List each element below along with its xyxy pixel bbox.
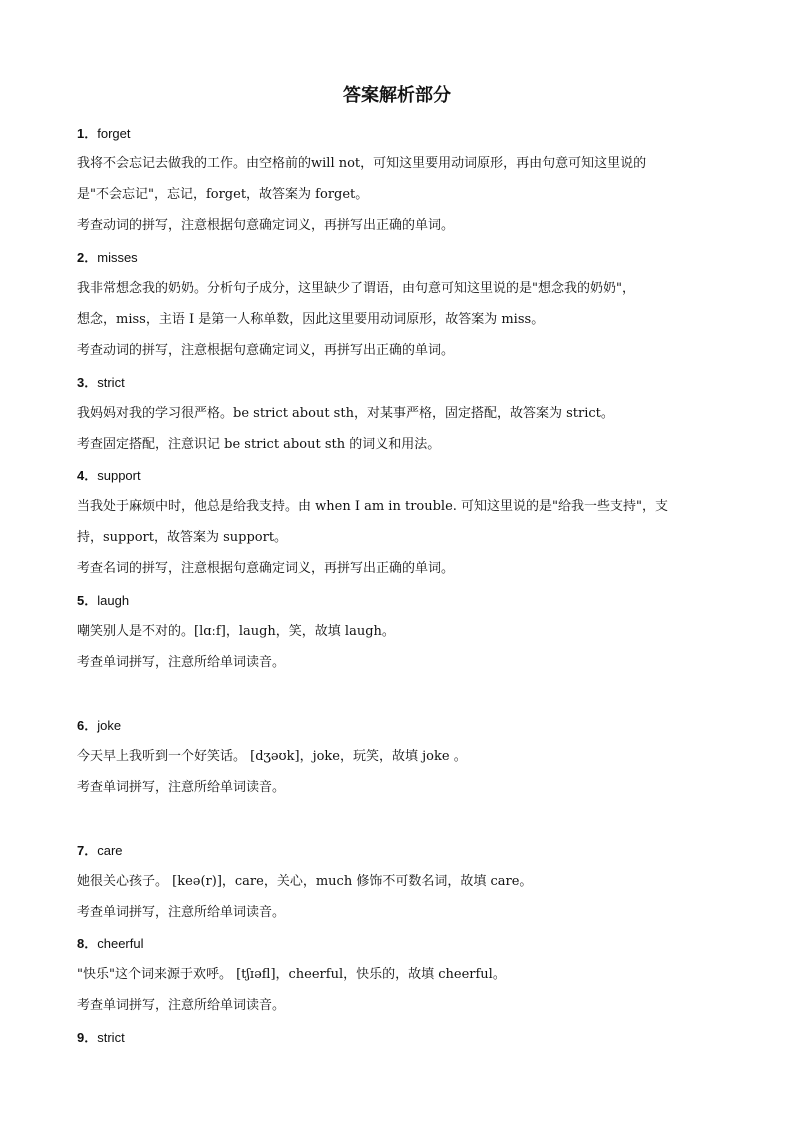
item-2-header <box>77 249 727 268</box>
item-number: 6． <box>77 718 98 733</box>
explanation-line: 我将不会忘记去做我的工作。由空格前的will not，可知这里要用动词原形，再由句意可知这里说的 <box>77 156 647 171</box>
explanation-line: 考查单词拼写，注意所给单词读音。 <box>77 655 286 670</box>
explanation-line: 考查动词的拼写，注意根据句意确定词义，再拼写出正确的单词。 <box>77 218 455 233</box>
item-number: 3． <box>77 375 98 390</box>
item-number: 8． <box>77 936 98 951</box>
item-number: 4． <box>77 468 98 483</box>
item-number: 5． <box>77 593 98 608</box>
explanation-line: 我非常想念我的奶奶。分析句子成分，这里缺少了谓语，由句意可知这里说的是"想念我的奶奶"， <box>77 281 635 296</box>
item-number: 9． <box>77 1030 98 1045</box>
item-3-header <box>77 374 727 393</box>
item-answer: strict <box>97 375 125 390</box>
item-answer: support <box>97 468 141 483</box>
item-6-header <box>77 717 727 736</box>
item-answer: strict <box>97 1030 125 1045</box>
explanation-line: 考查单词拼写，注意所给单词读音。 <box>77 780 286 795</box>
explanation-line: 想念，miss，主语 I 是第一人称单数，因此这里要用动词原形，故答案为 miss。 <box>77 312 545 327</box>
item-5-header <box>77 592 727 611</box>
item-answer: misses <box>97 250 138 265</box>
explanation-line: 考查名词的拼写，注意根据句意确定词义，再拼写出正确的单词。 <box>77 561 455 576</box>
item-number: 7． <box>77 843 98 858</box>
explanation-line: 持，support，故答案为 support。 <box>77 530 288 545</box>
page-title: 答案解析部分 <box>343 85 451 106</box>
explanation-line: 是"不会忘记"，忘记，forget，故答案为 forget。 <box>77 187 369 202</box>
explanation-line: "快乐"这个词来源于欢呼。 [tʃɪəfl]，cheerful，快乐的，故填 cheerful。 <box>77 967 506 982</box>
item-number: 2． <box>77 250 98 265</box>
explanation-line: 考查单词拼写，注意所给单词读音。 <box>77 905 286 920</box>
explanation-line: 考查固定搭配，注意识记 be strict about sth 的词义和用法。 <box>77 437 441 452</box>
item-4-header <box>77 467 727 486</box>
item-1-header <box>77 125 727 144</box>
item-answer: forget <box>97 126 131 141</box>
item-9-header <box>77 1029 727 1048</box>
item-answer: laugh <box>97 593 130 608</box>
explanation-line: 当我处于麻烦中时，他总是给我支持。由 when I am in trouble. 可知这里说的是"给我一些支持"，支 <box>77 499 669 514</box>
explanation-line: 考查动词的拼写，注意根据句意确定词义，再拼写出正确的单词。 <box>77 343 455 358</box>
explanation-line: 我妈妈对我的学习很严格。be strict about sth，对某事严格，固定搭配，故答案为 strict。 <box>77 406 614 421</box>
explanation-line: 嘲笑别人是不对的。[lɑːf]，laugh，笑，故填 laugh。 <box>77 624 395 639</box>
explanation-line: 今天早上我听到一个好笑话。 [dʒəʊk]，joke，玩笑，故填 joke 。 <box>77 749 467 764</box>
item-8-header <box>77 935 727 954</box>
item-answer: joke <box>97 718 122 733</box>
explanation-line: 考查单词拼写，注意所给单词读音。 <box>77 998 286 1013</box>
item-answer: cheerful <box>97 936 144 951</box>
item-answer: care <box>97 843 123 858</box>
item-number: 1． <box>77 126 98 141</box>
item-7-header <box>77 842 727 861</box>
explanation-line: 她很关心孩子。 [keə(r)]，care，关心，much 修饰不可数名词，故填 care。 <box>77 874 533 889</box>
